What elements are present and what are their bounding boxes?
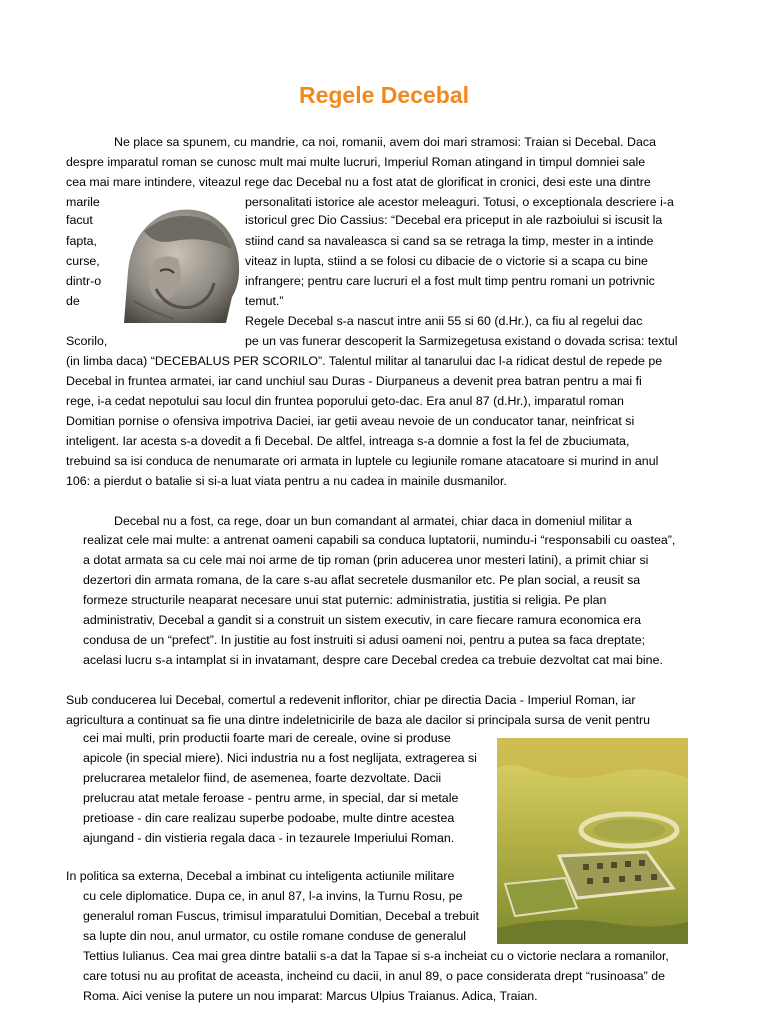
paragraph-line: despre imparatul roman se cunosc mult mai multe lucruri, Imperiul Roman atingand in timpul domniei sale [66, 155, 646, 169]
paragraph-line: dintr-o [66, 274, 102, 288]
paragraph-line: acelasi lucru s-a intamplat si in invatamant, despre care Decebal credea ca trebuie dezvoltat cat mai bine. [83, 653, 663, 667]
paragraph-line: generalul roman Fuscus, trimisul imparatului Domitian, Decebal a trebuit [83, 909, 479, 923]
paragraph-line: pretioase - din care realizau superbe podoabe, multe dintre acestea [83, 811, 455, 825]
paragraph-line: apicole (in special miere). Nici industria nu a fost neglijata, extragerea si [83, 751, 477, 765]
paragraph-line: cu cele diplomatice. Dupa ce, in anul 87, l-a invins, la Turnu Rosu, pe [83, 889, 463, 903]
paragraph-line: condusa de un “prefect”. In justitie au fost instruiti si adusi oameni noi, pentru a putea sa faca dreptate; [83, 633, 646, 647]
paragraph-line: marile [66, 195, 100, 209]
paragraph-line: (in limba daca) “DECEBALUS PER SCORILO”. Talentul militar al tanarului dac l-a ridicat destul de repede pe [66, 354, 663, 368]
paragraph-line: Scorilo, [66, 334, 108, 348]
paragraph-line: personalitati istorice ale acestor meleaguri. Totusi, o exceptionala descriere i-a [245, 195, 674, 209]
paragraph-line: sa lupte din nou, anul urmator, cu ostile romane conduse de generalul [83, 929, 466, 943]
paragraph-line: agricultura a continuat sa fie una dintre indeletnicirile de baza ale dacilor si principala sursa de venit pentru [66, 713, 651, 727]
paragraph-line: prelucrarea metalelor fiind, de asemenea, foarte dezvoltate. Dacii [83, 771, 442, 785]
paragraph-line: formeze structurile neaparat necesare unui stat puternic: administratia, justitia si religia. Pe plan [83, 593, 607, 607]
paragraph-line: rege, i-a cedat nepotului sau locul din fruntea poporului geto-dac. Era anul 87 (d.Hr.), imparatul roman [66, 394, 624, 408]
paragraph-line: viteaz in lupta, stiind a se folosi cu dibacie de o victorie si a scapa cu bine [245, 254, 648, 268]
paragraph-line: realizat cele mai multe: a antrenat oameni capabili sa conduca luptatorii, numindu-i “responsabili cu oastea”, [83, 533, 676, 547]
paragraph-line: cei mai multi, prin productii foarte mari de cereale, ovine si produse [83, 731, 451, 745]
paragraph-line: istoricul grec Dio Cassius: “Decebal era priceput in ale razboiului si iscusit la [245, 213, 663, 227]
paragraph-line: a dotat armata sa cu cele mai noi arme de tip roman (prin aducerea unor mesteri latini), a primit chiar si [83, 553, 649, 567]
paragraph-line: de [66, 294, 80, 308]
page-title: Regele Decebal [298, 82, 470, 108]
paragraph-line: Decebal nu a fost, ca rege, doar un bun comandant al armatei, chiar daca in domeniul militar a [114, 514, 632, 528]
paragraph-line: Decebal in fruntea armatei, iar cand unchiul sau Duras - Diurpaneus a devenit prea batran pentru a mai fi [66, 374, 642, 388]
paragraph-line: cea mai mare intindere, viteazul rege dac Decebal nu a fost atat de glorificat in cronici, desi este una dintre [66, 175, 651, 189]
paragraph-line: In politica sa externa, Decebal a imbinat cu inteligenta actiunile militare [66, 869, 455, 883]
sarmizegetusa-ruins-icon [497, 738, 688, 944]
paragraph-line: Tettius Iulianus. Cea mai grea dintre batalii s-a dat la Tapae si s-a incheiat cu o victorie neclara a romanilor, [83, 949, 669, 963]
paragraph-line: 106: a pierdut o batalie si si-a luat viata pentru a nu cadea in mainile dusmanilor. [66, 474, 507, 488]
paragraph-line: administrativ, Decebal a gandit si a construit un sistem executiv, in care fiecare ramura economica era [83, 613, 642, 627]
paragraph-line: stiind cand sa navaleasca si cand sa se retraga la timp, mester in a intinde [245, 234, 654, 248]
paragraph-line: curse, [66, 254, 100, 268]
paragraph-line: care totusi nu au profitat de aceasta, incheind cu dacii, in anul 89, o pace considerata drept “rusinoasa” de [83, 969, 666, 983]
paragraph-line: ajungand - din vistieria regala daca - in tezaurele Imperiului Roman. [83, 831, 455, 845]
paragraph-line: fapta, [66, 234, 98, 248]
paragraph-line: prelucrau atat metale feroase - pentru arme, in special, dar si metale [83, 791, 459, 805]
paragraph-line: infrangere; pentru care lucruri el a fost mult timp pentru romani un potrivnic [245, 274, 655, 288]
paragraph-line: inteligent. Iar acesta s-a dovedit a fi Decebal. De altfel, intreaga s-a domnie a fost la fel de zbuciumata, [66, 434, 630, 448]
paragraph-line: facut [66, 213, 93, 227]
paragraph-line: Domitian pornise o ofensiva impotriva Daciei, iar getii aveau nevoie de un conducator tanar, neinfricat si [66, 414, 635, 428]
decebal-bust-icon [114, 201, 242, 323]
paragraph-line: trebuind sa isi conduca de nenumarate ori armata in luptele cu legiunile romane atacatoare si murind in anul [66, 454, 659, 468]
paragraph-line: temut.” [245, 294, 284, 308]
paragraph-line: Ne place sa spunem, cu mandrie, ca noi, romanii, avem doi mari stramosi: Traian si Decebal. Daca [114, 135, 656, 149]
paragraph-line: dezertori din armata romana, de la care s-au aflat secretele dusmanilor etc. Pe plan social, a reusit sa [83, 573, 641, 587]
decebal-bust-image [114, 201, 242, 323]
sarmizegetusa-ruins-image [497, 738, 688, 944]
paragraph-line: pe un vas funerar descoperit la Sarmizegetusa existand o dovada scrisa: textul [245, 334, 678, 348]
paragraph-line: Sub conducerea lui Decebal, comertul a redevenit infloritor, chiar pe directia Dacia - Imperiul Roman, iar [66, 693, 636, 707]
paragraph-line: Regele Decebal s-a nascut intre anii 55 si 60 (d.Hr.), ca fiu al regelui dac [245, 314, 643, 328]
paragraph-line: Roma. Aici venise la putere un nou imparat: Marcus Ulpius Traianus. Adica, Traian. [83, 989, 538, 1003]
